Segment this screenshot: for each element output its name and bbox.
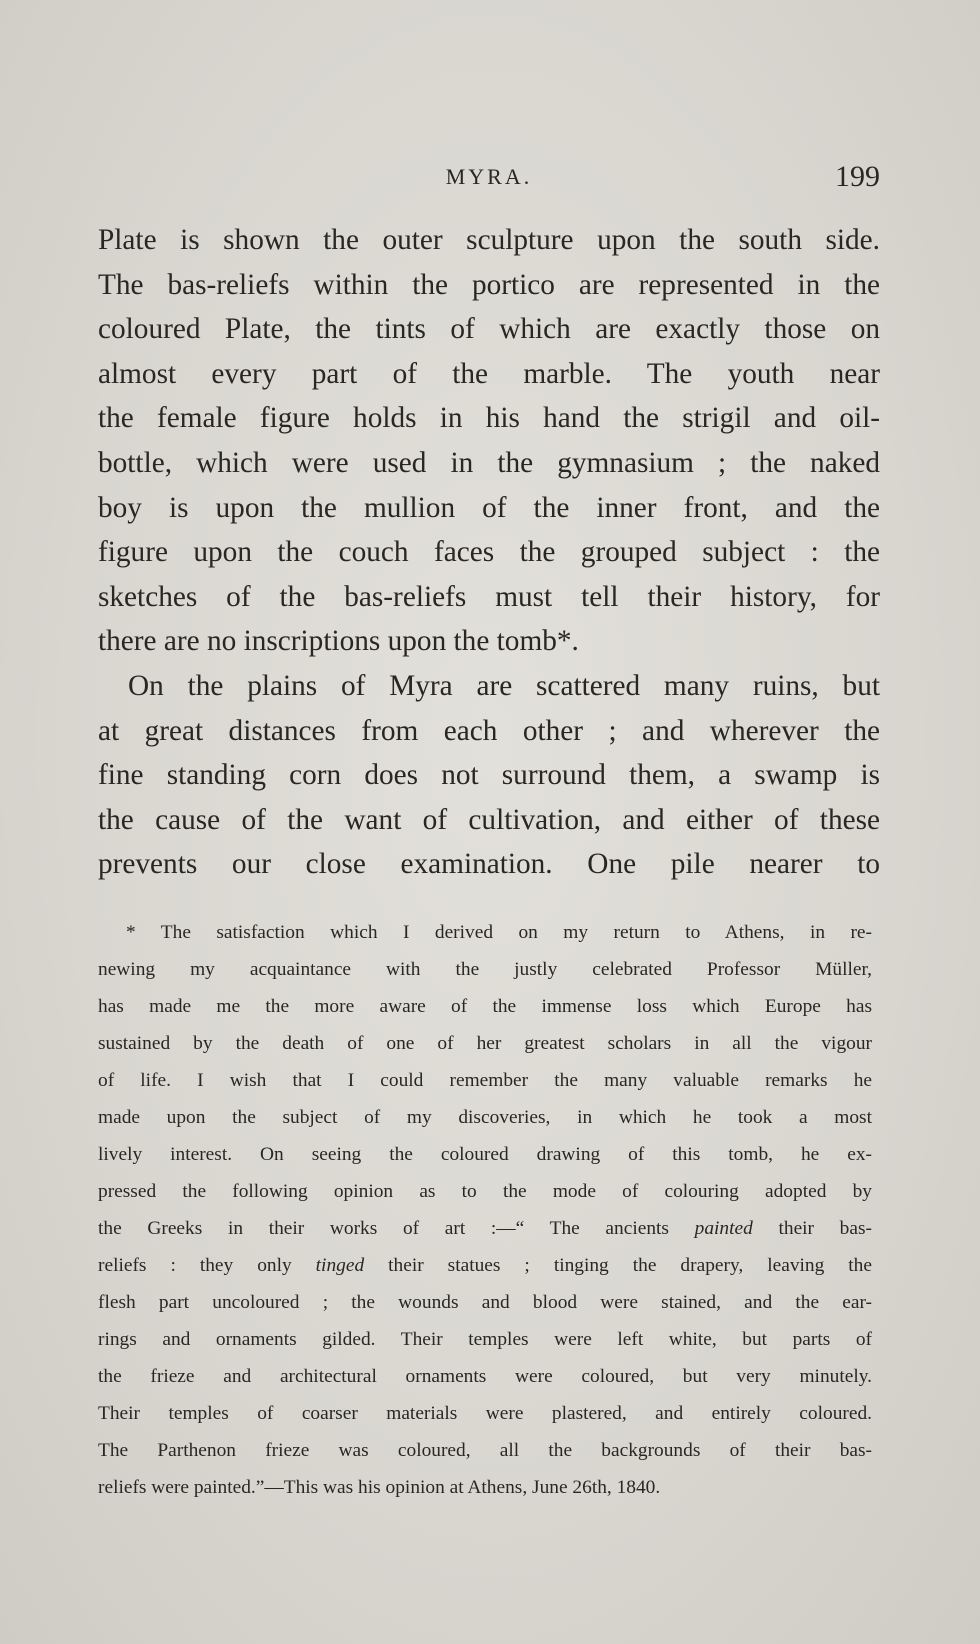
body-line: The bas-reliefs within the portico are represented in the: [98, 268, 880, 301]
body-line: sketches of the bas-reliefs must tell their history, for: [98, 580, 880, 613]
body-line: fine standing corn does not surround them, a swamp is: [98, 759, 880, 792]
footnote-line: flesh part uncoloured ; the wounds and blood were stained, and the ear-: [98, 1292, 872, 1313]
footnote-line: pressed the following opinion as to the mode of colouring adopted by: [98, 1181, 872, 1202]
footnote-line: the frieze and architectural ornaments were coloured, but very minutely.: [98, 1366, 872, 1387]
body-line: the female figure holds in his hand the strigil and oil-: [98, 402, 880, 435]
running-title: MYRA.: [445, 164, 533, 189]
footnote-line: [98, 1247, 872, 1284]
footnote-text: their statues ; tinging the drapery, leaving the: [388, 1255, 872, 1276]
body-line: On the plains of Myra are scattered many ruins, but: [128, 669, 880, 702]
footnote-line: Their temples of coarser materials were plastered, and entirely coloured.: [98, 1403, 872, 1424]
footnote-line: has made me the more aware of the immense loss which Europe has: [98, 996, 872, 1017]
page-number: 199: [835, 160, 880, 193]
footnote: [98, 914, 872, 1506]
footnote-text: the Greeks in their works of art :—“ The ancients: [98, 1218, 669, 1239]
body-line: figure upon the couch faces the grouped subject : the: [98, 536, 880, 569]
running-head: [98, 160, 880, 204]
body-line: coloured Plate, the tints of which are exactly those on: [98, 313, 880, 346]
body-line: almost every part of the marble. The youth near: [98, 357, 880, 390]
footnote-line: lively interest. On seeing the coloured drawing of this tomb, he ex-: [98, 1144, 872, 1165]
footnote-line: made upon the subject of my discoveries, in which he took a most: [98, 1107, 872, 1128]
footnote-emphasis: tinged: [315, 1255, 365, 1276]
body-line: boy is upon the mullion of the inner front, and the: [98, 491, 880, 524]
body-line: prevents our close examination. One pile nearer to: [98, 848, 880, 881]
footnote-line: newing my acquaintance with the justly celebrated Professor Müller,: [98, 959, 872, 980]
body-text: [98, 218, 880, 887]
footnote-text: reliefs : they only: [98, 1255, 292, 1276]
body-line: there are no inscriptions upon the tomb*.: [98, 625, 579, 658]
footnote-line: sustained by the death of one of her greatest scholars in all the vigour: [98, 1033, 872, 1054]
footnote-line: * The satisfaction which I derived on my return to Athens, in re-: [126, 922, 872, 943]
footnote-line: [98, 1210, 872, 1247]
footnote-text: their bas-: [778, 1218, 872, 1239]
footnote-line: reliefs were painted.”—This was his opinion at Athens, June 26th, 1840.: [98, 1477, 661, 1498]
footnote-line: The Parthenon frieze was coloured, all the backgrounds of their bas-: [98, 1440, 872, 1461]
body-line: Plate is shown the outer sculpture upon the south side.: [98, 224, 880, 256]
body-line: at great distances from each other ; and wherever the: [98, 714, 880, 747]
footnote-emphasis: painted: [694, 1218, 753, 1239]
footnote-line: rings and ornaments gilded. Their temples were left white, but parts of: [98, 1329, 872, 1350]
body-line: the cause of the want of cultivation, and either of these: [98, 803, 880, 836]
body-line: bottle, which were used in the gymnasium ; the naked: [98, 446, 880, 479]
footnote-line: of life. I wish that I could remember the many valuable remarks he: [98, 1070, 872, 1091]
